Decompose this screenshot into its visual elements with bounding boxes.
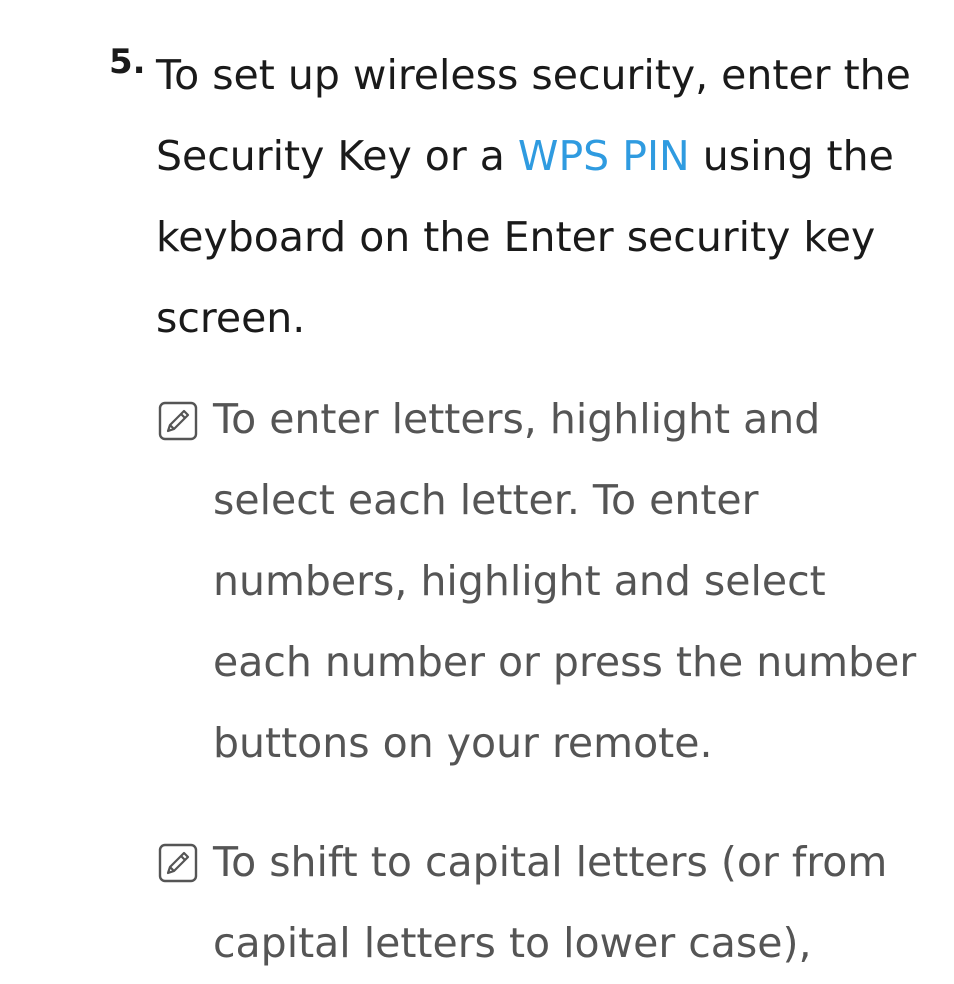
note-line: capital letters to lower case),	[213, 919, 812, 967]
step-text-segment: To set up wireless security, enter the	[156, 51, 911, 99]
step-line	[156, 278, 946, 359]
step-line	[156, 197, 946, 278]
step-line	[156, 116, 946, 197]
note-icon	[158, 843, 198, 883]
note-line: numbers, highlight and select	[213, 557, 826, 605]
step-text-segment: screen.	[156, 294, 306, 342]
note-line: each number or press the number	[213, 638, 917, 686]
step-text-segment: using the	[689, 132, 894, 180]
note-line: To enter letters, highlight and	[213, 395, 821, 443]
step-text	[156, 35, 946, 359]
note-line: select each letter. To enter	[213, 476, 759, 524]
step-text-segment: keyboard on the Enter security key	[156, 213, 876, 261]
wps-pin-link[interactable]: WPS PIN	[517, 132, 690, 180]
note-line: buttons on your remote.	[213, 719, 713, 767]
step-text-segment: Security Key or a	[156, 132, 518, 180]
note-line: To shift to capital letters (or from	[213, 838, 888, 886]
note-text	[213, 822, 943, 984]
step-line	[156, 35, 946, 116]
note-icon	[158, 401, 198, 441]
step-number: 5.	[109, 42, 146, 82]
note-text	[213, 379, 943, 784]
